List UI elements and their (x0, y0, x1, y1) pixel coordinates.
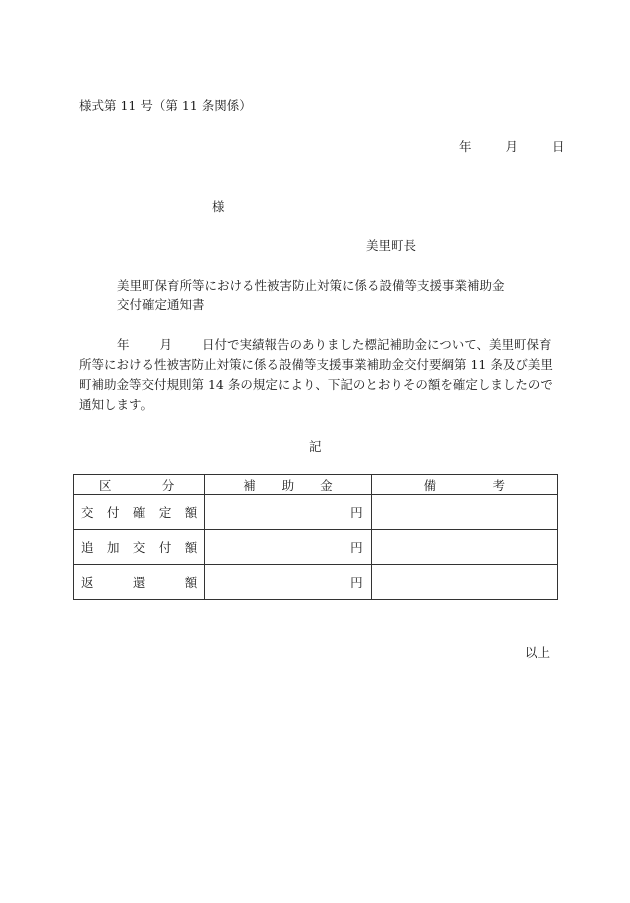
row-label: 返 還 額 (74, 565, 205, 600)
row-label: 追 加 交 付 額 (74, 530, 205, 565)
table-row (74, 495, 558, 530)
header-category: 区 分 (74, 475, 205, 495)
row-label: 交 付 確 定 額 (74, 495, 205, 530)
body-month: 月 (159, 337, 173, 352)
remarks-cell (371, 565, 557, 600)
body-paragraph (79, 335, 554, 415)
date-day: 日 (552, 139, 565, 154)
title-line: 交付確定通知書 (117, 297, 205, 312)
remarks-cell (371, 530, 557, 565)
title-line: 美里町保育所等における性被害防止対策に係る設備等支援事業補助金 (117, 278, 505, 293)
recipient-suffix: 様 (212, 199, 225, 214)
ki-heading: 記 (309, 439, 322, 454)
amount-cell: 円 (205, 565, 371, 600)
body-text-first: 日付で実績報告のありました標記補助金について、美里町 (202, 337, 527, 352)
amount-cell: 円 (205, 530, 371, 565)
header-subsidy: 補 助 金 (205, 475, 371, 495)
issuer-name: 美里町長 (366, 238, 417, 253)
date-line (459, 137, 565, 155)
table-header-row (74, 475, 558, 495)
remarks-cell (371, 495, 557, 530)
document-title (117, 276, 505, 314)
body-text-rest: 保育所等における性被害防止対策に係る設備等支援事業補助金交付要綱第 11 条及び美里町補助金等交付規則第 14 条の規定により、下記のとおりその額を確定しましたので通知します。 (79, 337, 553, 412)
body-year: 年 (117, 337, 130, 352)
amount-cell: 円 (205, 495, 371, 530)
grant-table (73, 474, 558, 600)
table-row (74, 530, 558, 565)
table-row (74, 565, 558, 600)
date-year: 年 (459, 139, 472, 154)
closing-text: 以上 (525, 645, 551, 660)
form-number: 様式第 11 号（第 11 条関係） (79, 98, 252, 113)
date-month: 月 (505, 139, 519, 154)
header-remarks: 備 考 (371, 475, 557, 495)
